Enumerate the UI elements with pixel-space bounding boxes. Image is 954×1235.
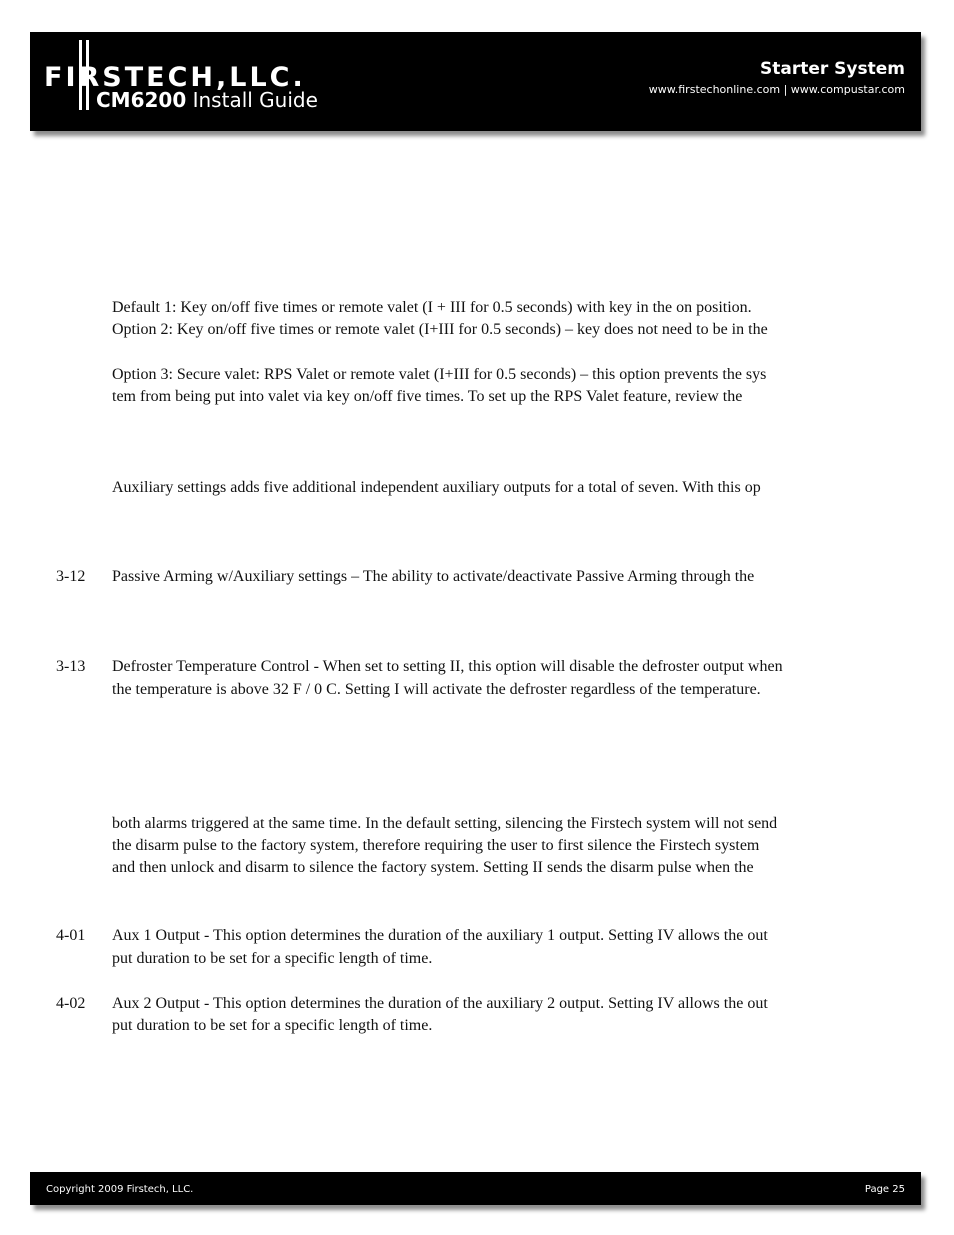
item-3-12-text: Passive Arming w/Auxiliary settings – The ability to activate/deactivate Passive Arming through the — [112, 568, 755, 585]
valet-option2: Option 2: Key on/off five times or remote valet (I+III for 0.5 seconds) – key does not need to be in the — [112, 321, 768, 338]
valet-default: Default 1: Key on/off five times or remote valet (I + III for 0.5 seconds) with key in the on position. — [112, 299, 752, 316]
item-4-01-line2: put duration to be set for a specific length of time. — [112, 950, 433, 967]
page-footer — [30, 1172, 921, 1205]
logo-text: FIRSTECH,LLC. — [44, 62, 306, 93]
header-title: Starter System — [760, 59, 905, 79]
page-header — [30, 32, 921, 131]
aux-settings-text: Auxiliary settings adds five additional independent auxiliary outputs for a total of seven. With this op — [112, 479, 761, 496]
item-4-01-line1: Aux 1 Output - This option determines the duration of the auxiliary 1 output. Setting IV allows the out — [112, 927, 768, 944]
guide-title — [96, 88, 318, 112]
item-3-13-line1: Defroster Temperature Control - When set to setting II, this option will disable the defroster output when — [112, 658, 783, 675]
alarm-line3: and then unlock and disarm to silence the factory system. Setting II sends the disarm pulse when the — [112, 859, 754, 876]
alarm-line2: the disarm pulse to the factory system, therefore requiring the user to first silence the Firstech system — [112, 837, 760, 854]
valet-option3-line2: tem from being put into valet via key on/off five times. To set up the RPS Valet feature, review the — [112, 388, 743, 405]
alarm-line1: both alarms triggered at the same time. In the default setting, silencing the Firstech system will not send — [112, 815, 778, 832]
page-number: Page 25 — [864, 1184, 905, 1195]
header-urls: www.firstechonline.com | www.compustar.com — [648, 83, 905, 96]
item-4-02-line1: Aux 2 Output - This option determines the duration of the auxiliary 2 output. Setting IV allows the out — [112, 995, 768, 1012]
model-name: CM6200 — [96, 88, 187, 112]
item-number-3-12: 3-12 — [56, 568, 86, 585]
item-number-4-02: 4-02 — [56, 995, 86, 1012]
copyright-text: Copyright 2009 Firstech, LLC. — [46, 1184, 194, 1195]
item-number-4-01: 4-01 — [56, 927, 86, 944]
valet-option3-line1: Option 3: Secure valet: RPS Valet or remote valet (I+III for 0.5 seconds) – this option prevents the sys — [112, 366, 767, 383]
item-4-02-line2: put duration to be set for a specific length of time. — [112, 1017, 433, 1034]
item-3-13-line2: the temperature is above 32 F / 0 C. Setting I will activate the defroster regardless of the temperature. — [112, 681, 761, 698]
guide-label: Install Guide — [192, 88, 318, 112]
item-number-3-13: 3-13 — [56, 658, 86, 675]
header-right — [649, 59, 905, 96]
